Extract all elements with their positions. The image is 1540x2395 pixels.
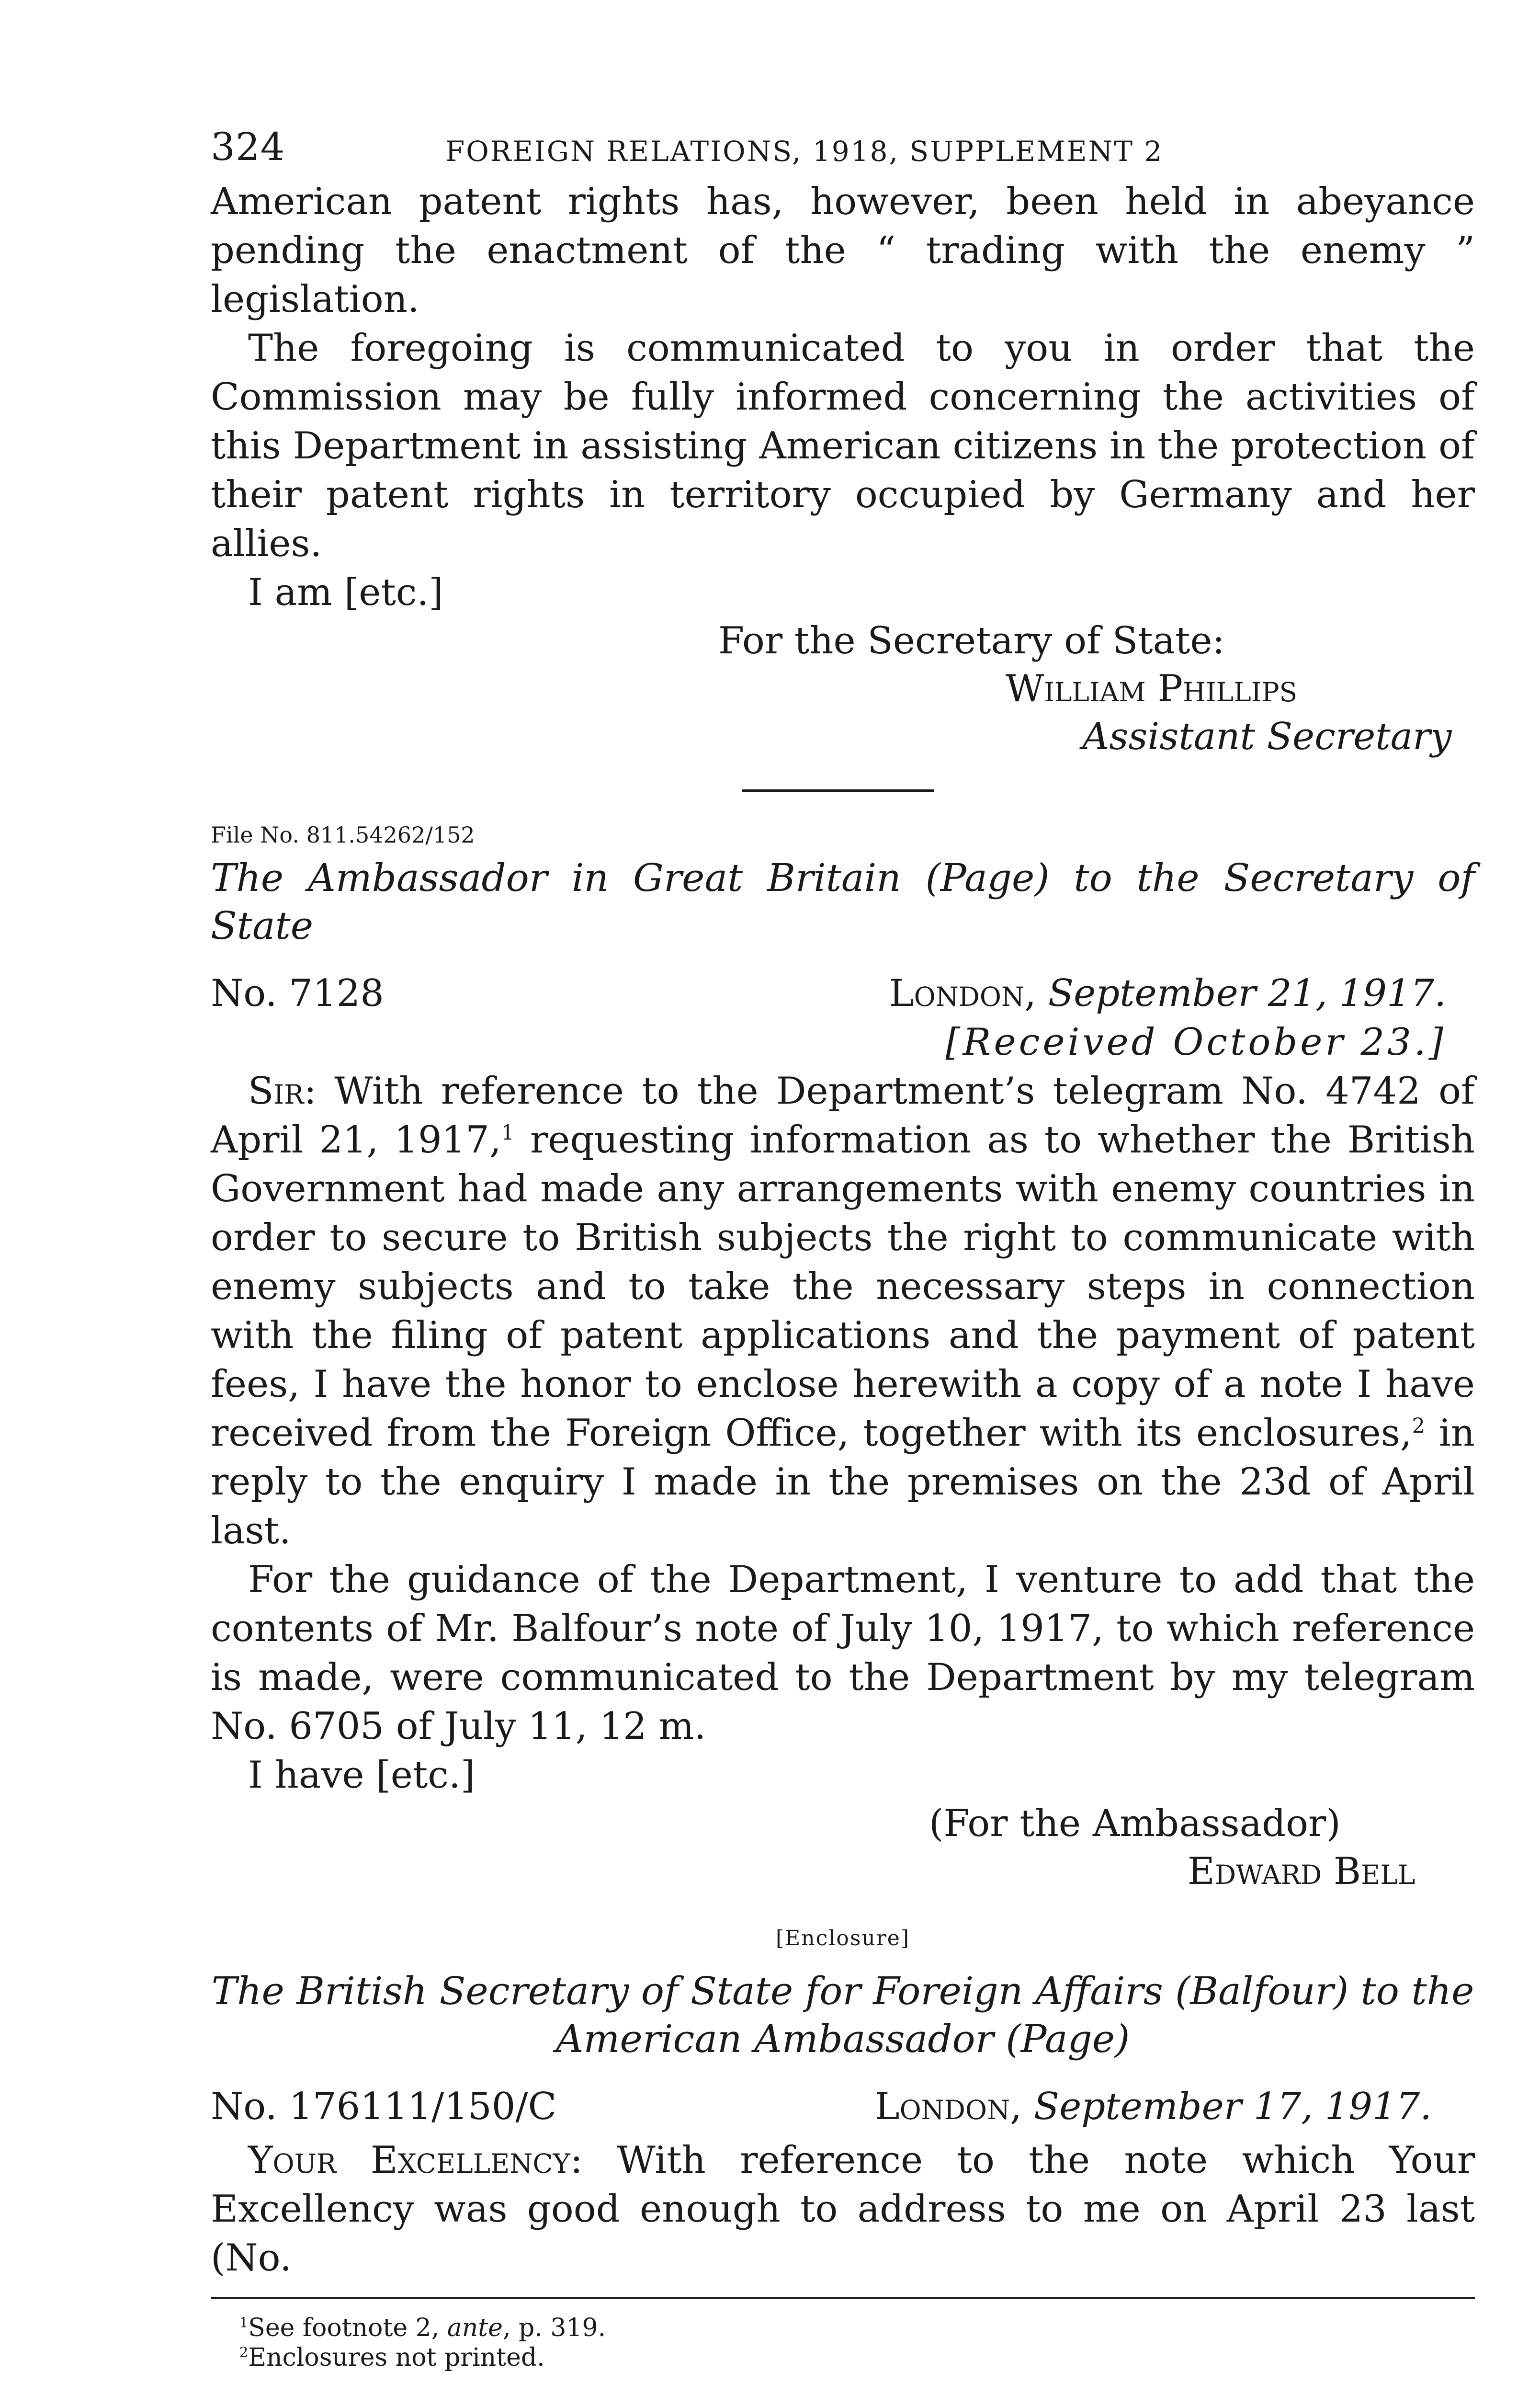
place-and-date (889, 969, 1446, 1018)
file-number: File No. 811.54262/152 (211, 822, 475, 848)
footnote-ref-1: 1 (501, 1121, 514, 1145)
enclosure-salutation: Your Excellency: (248, 2139, 583, 2182)
page-number: 324 (211, 125, 285, 169)
signature-name-2: Edward Bell (1188, 1850, 1415, 1893)
signature-block-1 (211, 617, 1475, 761)
date: September 21, 1917. (1048, 972, 1446, 1015)
letter-closing: I have [etc.] (248, 1754, 476, 1797)
continuation-paragraph-2: The foregoing is communicated to you in order that the Commission may be fully informed concerning the activities of this Department in assisting American citizens in the protection of their patent rights in territory occupied by Germany and her allies. (211, 327, 1475, 565)
footnote-1 (239, 2313, 1475, 2343)
dispatch-number: No. 7128 (211, 972, 384, 1015)
footnote-1-rest: , p. 319. (502, 2314, 606, 2342)
dateline (211, 969, 1475, 1018)
continuation-closing: I am [etc.] (248, 571, 443, 614)
footnote-mark-1: 1 (239, 2314, 249, 2331)
enclosure-dateline (211, 2082, 1475, 2131)
footnotes (211, 2313, 1475, 2372)
enclosure-place: London, (874, 2085, 1022, 2128)
place: London, (889, 972, 1036, 1015)
footnote-ref-2: 2 (1412, 1414, 1425, 1438)
running-head-title: FOREIGN RELATIONS, 1918, SUPPLEMENT 2 (445, 135, 1164, 168)
section-divider (742, 789, 934, 792)
enclosure-text: With reference to the note which Your Excellency was good enough to address to me on April 23 last (No. (211, 2139, 1475, 2280)
footnote-1-italic: ante (447, 2314, 503, 2342)
enclosure-number: No. 176111/150/C (211, 2085, 557, 2128)
footnote-rule (211, 2297, 1475, 2299)
document-page (211, 120, 1475, 2372)
running-head (211, 120, 1475, 177)
letter-text-a: With reference to the Department’s telegram No. 4742 of April 21, 1917, (211, 1070, 1475, 1162)
received-date: [Received October 23.] (945, 1021, 1446, 1064)
signature-block-2 (211, 1800, 1475, 1895)
footnote-mark-2: 2 (239, 2344, 249, 2361)
enclosure-paragraph-1 (211, 2136, 1475, 2282)
enclosure-place-and-date (875, 2082, 1432, 2131)
signature-for-line-2: (For the Ambassador) (929, 1802, 1341, 1845)
signature-title: Assistant Secretary (1082, 715, 1452, 758)
letter-paragraph-2: For the guidance of the Department, I venture to add that the contents of Mr. Balfour’s note of July 10, 1917, to which reference is made, were communicated to the Department by my telegram No. 6705 of July 11, 12 m. (211, 1558, 1475, 1748)
footnote-2-text: Enclosures not printed. (248, 2343, 545, 2372)
enclosure-date: September 17, 1917. (1033, 2085, 1432, 2128)
letter-text-c: in reply to the enquiry I made in the premises on the 23d of April last. (211, 1412, 1475, 1552)
continuation-paragraph-1: American patent rights has, however, been held in abeyance pending the enactment of the “ trading with the enemy ” legislation. (211, 180, 1475, 321)
letter-paragraph-1 (211, 1067, 1475, 1555)
letter-text-b: requesting information as to whether the British Government had made any arrangements with enemy countries in order to secure to British subjects the right to communicate with enemy subjects and to take the necessary steps in connection with the filing of patent applications and the payment of patent fees, I have the honor to enclose herewith a copy of a note I have received from the Foreign Office, together with its enclosures, (211, 1118, 1475, 1455)
signature-name: William Phillips (1006, 667, 1298, 710)
salutation: Sir: (248, 1070, 317, 1113)
enclosure-title-line-1: The British Secretary of State for Foreign Affairs (Balfour) to the (211, 1969, 1474, 2013)
enclosure-title-line-2: American Ambassador (Page) (555, 2017, 1130, 2061)
document-title: The Ambassador in Great Britain (Page) to the Secretary of State (211, 855, 1475, 948)
signature-for-line: For the Secretary of State: (718, 619, 1225, 662)
footnote-1-text: See footnote 2, (248, 2314, 447, 2342)
enclosure-label: [Enclosure] (776, 1926, 910, 1950)
footnote-2 (239, 2343, 1475, 2372)
